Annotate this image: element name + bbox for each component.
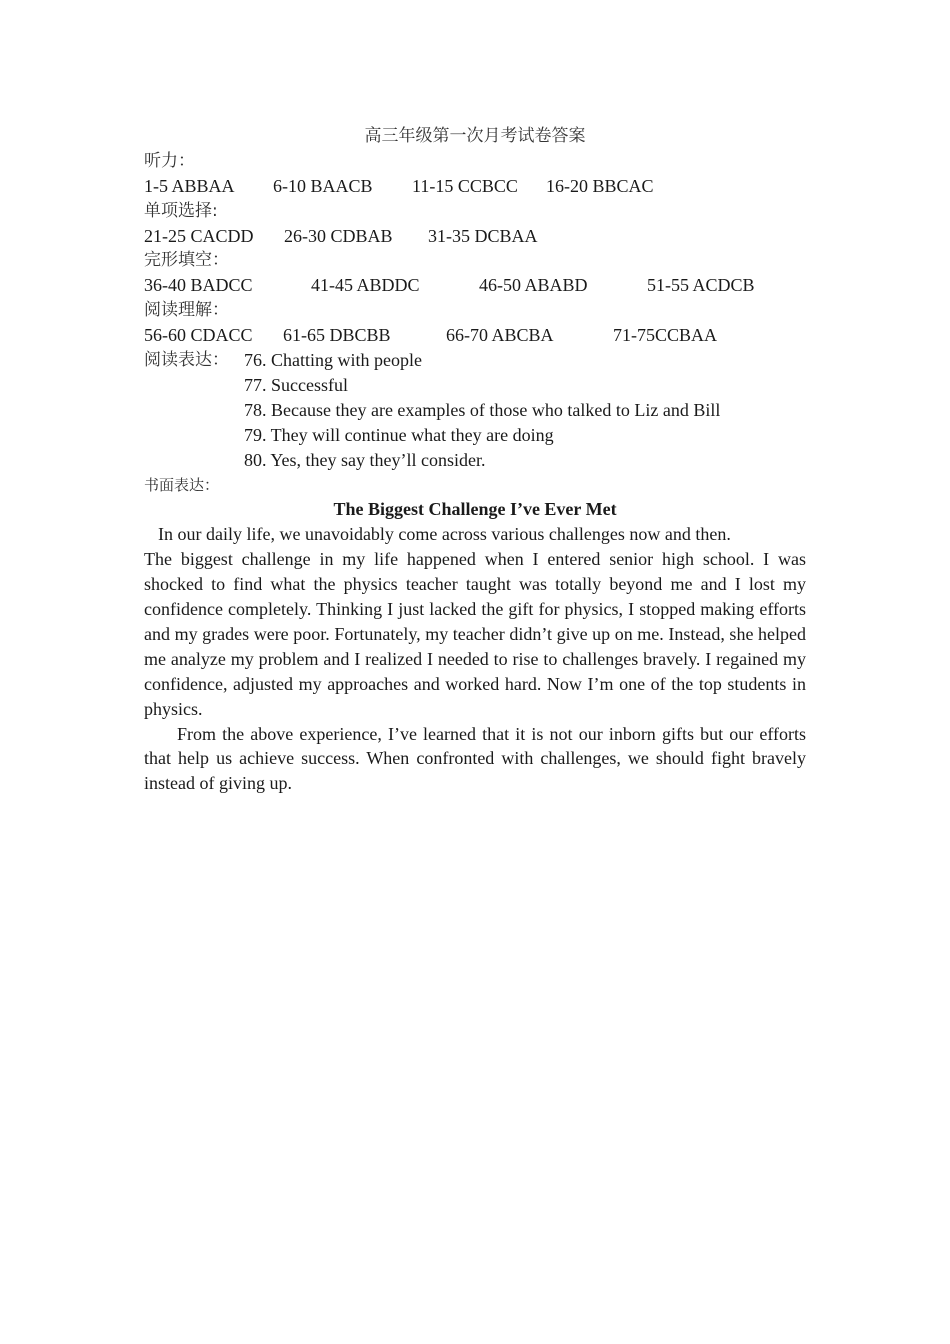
page-title: 高三年级第一次月考试卷答案 xyxy=(364,126,586,146)
reading-expression-block xyxy=(144,348,806,473)
answer-group: 16-20 BBCAC xyxy=(546,175,654,196)
answer-group: 26-30 CDBAB xyxy=(284,225,393,246)
answer-group: 61-65 DBCBB xyxy=(283,325,391,346)
essay-paragraph: From the above experience, I’ve learned that it is not our inborn gifts but our efforts that help us achieve success. When confronted with challenges, we should fight bravely instead of giving up. xyxy=(144,723,806,794)
reading-expression-item: 77. Successful xyxy=(244,374,348,395)
answers-reading xyxy=(144,323,806,348)
section-label-reading-expression: 阅读表达： xyxy=(144,350,229,371)
answers-single-choice xyxy=(144,224,806,249)
answer-group: 36-40 BADCC xyxy=(144,275,253,296)
answer-group: 56-60 CDACC xyxy=(144,325,253,346)
answer-group: 21-25 CACDD xyxy=(144,225,254,246)
answer-group: 11-15 CCBCC xyxy=(412,175,518,196)
answer-group: 46-50 ABABD xyxy=(479,275,588,296)
essay-paragraph: The biggest challenge in my life happened when I entered senior high school. I was shocked to find what the physics teacher taught was totally beyond me and I lost my confidence completely. Thinking I just lacked the gift for physics, I stopped making efforts and my grades were poor. Fortunately, my teacher didn’t give up on me. Instead, she helped me analyze my problem and I realized I needed to rise to challenges bravely. I regained my confidence, adjusted my approaches and worked hard. Now I’m one of the top students in physics. xyxy=(144,549,806,719)
answer-group: 31-35 DCBAA xyxy=(428,225,538,246)
essay-title: The Biggest Challenge I’ve Ever Met xyxy=(333,499,617,520)
answer-group: 41-45 ABDDC xyxy=(311,275,420,296)
answer-group: 1-5 ABBAA xyxy=(144,175,235,196)
section-label-single-choice: 单项选择: xyxy=(144,200,218,221)
section-label-listening: 听力： xyxy=(144,150,195,171)
section-label-writing: 书面表达： xyxy=(144,475,220,494)
reading-expression-item: 78. Because they are examples of those who talked to Liz and Bill xyxy=(244,399,721,420)
section-label-cloze: 完形填空： xyxy=(144,250,229,271)
answers-cloze xyxy=(144,273,806,298)
reading-expression-item: 79. They will continue what they are doing xyxy=(244,424,554,445)
answer-group: 51-55 ACDCB xyxy=(647,275,755,296)
answer-group: 66-70 ABCBA xyxy=(446,325,554,346)
answers-listening xyxy=(144,174,806,199)
answer-group: 6-10 BAACB xyxy=(273,175,373,196)
essay-opening-line: In our daily life, we unavoidably come across various challenges now and then. xyxy=(158,524,731,545)
answer-sheet xyxy=(144,124,806,796)
section-label-reading: 阅读理解： xyxy=(144,300,229,321)
answer-group: 71-75CCBAA xyxy=(613,325,718,346)
reading-expression-item: 80. Yes, they say they’ll consider. xyxy=(244,449,486,470)
reading-expression-item: 76. Chatting with people xyxy=(244,350,422,371)
